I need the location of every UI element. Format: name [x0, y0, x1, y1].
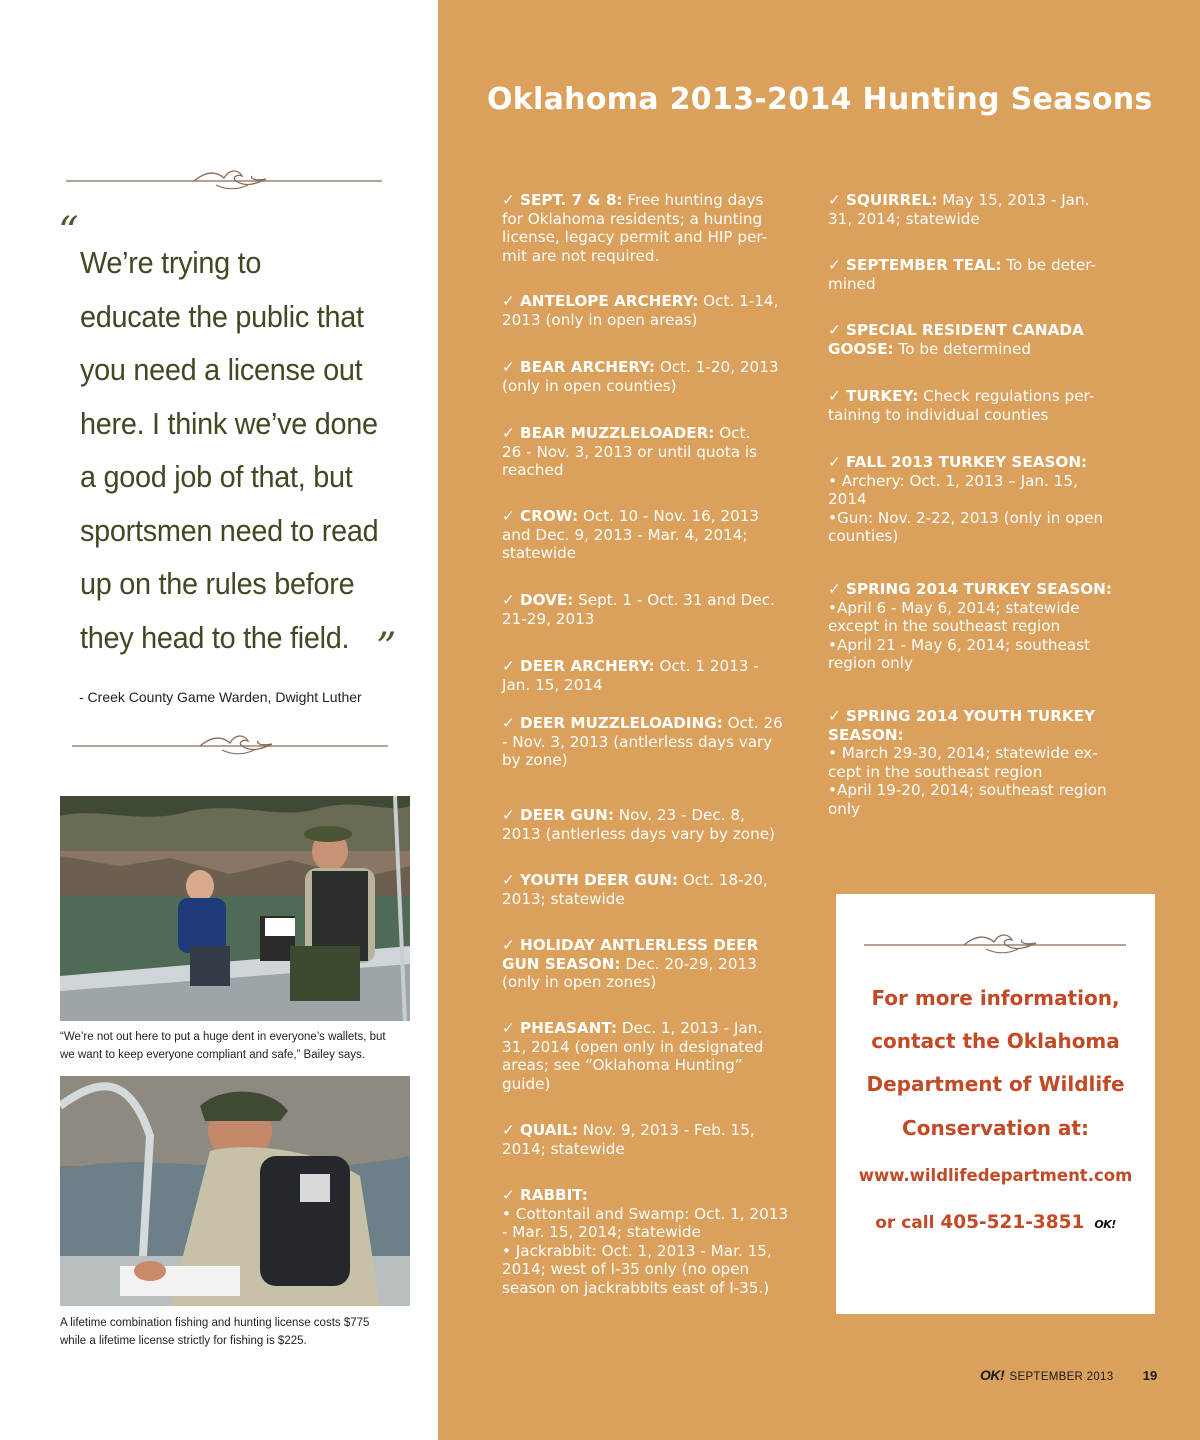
page-footer — [980, 1367, 1157, 1383]
season-name: ✓ RABBIT: — [502, 1186, 588, 1204]
season-name: ✓ BEAR ARCHERY: — [502, 358, 655, 376]
season-line — [502, 1186, 814, 1205]
quote-line: educate the public that — [80, 298, 364, 334]
season-line — [828, 472, 1138, 491]
season-dates: 2014; west of I-35 only (no open — [502, 1260, 750, 1279]
season-dates: Oct. 10 - Nov. 16, 2013 — [578, 507, 760, 525]
quote-attribution: - Creek County Game Warden, Dwight Luther — [79, 689, 362, 705]
season-line — [502, 733, 814, 752]
season-dates: • March 29-30, 2014; statewide ex- — [828, 744, 1098, 763]
quote-line: sportsmen need to read — [80, 512, 379, 548]
season-entry — [828, 387, 1138, 424]
season-dates: - Mar. 15, 2014; statewide — [502, 1223, 701, 1242]
season-entry — [502, 936, 814, 992]
season-line — [502, 507, 814, 526]
season-line — [502, 377, 814, 396]
season-line — [828, 726, 1138, 745]
caption-line: we want to keep everyone compliant and safe,” Bailey says. — [60, 1049, 365, 1061]
season-dates: 2014; statewide — [502, 1139, 625, 1158]
season-dates: mined — [828, 274, 876, 293]
season-entry — [828, 321, 1138, 358]
season-dates: •Gun: Nov. 2-22, 2013 (only in open — [828, 508, 1104, 527]
season-line — [502, 676, 814, 695]
season-line — [828, 654, 1138, 673]
photo-caption-2 — [60, 1314, 420, 1350]
season-name: ✓ SEPT. 7 & 8: — [502, 191, 623, 209]
season-line — [502, 1223, 814, 1242]
ornament-divider-bottom — [72, 731, 388, 761]
season-line — [828, 275, 1138, 294]
ornament-divider-top — [66, 166, 382, 196]
season-dates: counties) — [828, 527, 899, 546]
season-dates: by zone) — [502, 751, 568, 770]
season-line — [828, 340, 1138, 359]
season-line — [502, 825, 814, 844]
season-name: ✓ SPRING 2014 TURKEY SEASON: — [828, 580, 1112, 598]
season-line — [828, 800, 1138, 819]
season-line — [828, 256, 1138, 275]
info-line: contact the Oklahoma — [871, 1029, 1120, 1053]
season-line — [828, 617, 1138, 636]
season-line — [828, 763, 1138, 782]
phone-line — [836, 1212, 1155, 1233]
season-line — [502, 806, 814, 825]
season-dates: statewide — [502, 544, 577, 563]
season-dates: Oct. 1-20, 2013 — [655, 358, 779, 376]
info-line: For more information, — [871, 986, 1120, 1010]
season-name: ✓ DOVE: — [502, 591, 574, 609]
left-column — [0, 0, 438, 1440]
season-line — [502, 461, 814, 480]
season-name: GUN SEASON: — [502, 954, 621, 973]
season-entry — [502, 191, 814, 265]
season-dates: mit are not required. — [502, 246, 660, 265]
season-line — [828, 387, 1138, 406]
season-line — [502, 1038, 814, 1057]
season-dates: region only — [828, 654, 913, 673]
season-dates: reached — [502, 461, 564, 480]
season-name: ✓ DEER MUZZLELOADING: — [502, 714, 723, 732]
season-dates: (only in open zones) — [502, 973, 657, 992]
season-line — [502, 544, 814, 563]
season-dates: 2014 — [828, 490, 867, 509]
call-prefix: or call — [875, 1213, 941, 1233]
season-name: ✓ FALL 2013 TURKEY SEASON: — [828, 453, 1088, 471]
season-dates: areas; see “Oklahoma Hunting” — [502, 1056, 743, 1075]
season-dates: for Oklahoma residents; a hunting — [502, 209, 763, 228]
season-line — [502, 191, 814, 210]
season-line — [828, 580, 1138, 599]
season-line — [828, 210, 1138, 229]
season-name: ✓ YOUTH DEER GUN: — [502, 871, 678, 889]
season-name: ✓ SPRING 2014 YOUTH TURKEY — [828, 707, 1096, 725]
season-dates: • Cottontail and Swamp: Oct. 1, 2013 — [502, 1204, 789, 1223]
season-dates: only — [828, 799, 861, 818]
season-entry — [828, 580, 1138, 673]
quote-line: a good job of that, but — [80, 459, 353, 494]
footer-ok-logo: OK! — [980, 1367, 1005, 1383]
season-name: ✓ DEER GUN: — [502, 806, 614, 824]
season-name: ✓ DEER ARCHERY: — [502, 657, 655, 675]
season-entry — [502, 507, 814, 563]
season-line — [502, 610, 814, 629]
page-title: Oklahoma 2013-2014 Hunting Seasons — [487, 82, 1153, 117]
season-dates: Oct. 1-14, — [698, 292, 779, 310]
season-dates: To be determined — [893, 339, 1032, 358]
season-dates: cept in the southeast region — [828, 762, 1043, 781]
season-line — [502, 526, 814, 545]
season-dates: and Dec. 9, 2013 - Mar. 4, 2014; — [502, 525, 748, 544]
season-entry — [502, 292, 814, 329]
season-name: ✓ SQUIRREL: — [828, 191, 938, 209]
season-line — [502, 1056, 814, 1075]
season-line — [502, 311, 814, 330]
season-entry — [828, 707, 1138, 819]
season-line — [502, 443, 814, 462]
season-line — [828, 599, 1138, 618]
season-name: ✓ QUAIL: — [502, 1121, 578, 1139]
ok-logo: OK! — [1094, 1218, 1116, 1231]
season-line — [828, 321, 1138, 340]
season-dates: 26 - Nov. 3, 2013 or until quota is — [502, 442, 757, 461]
season-dates: Jan. 15, 2014 — [502, 675, 603, 694]
season-line — [502, 228, 814, 247]
photo-game-wardens-boat — [60, 796, 410, 1021]
season-line — [502, 657, 814, 676]
season-dates: 21-29, 2013 — [502, 609, 595, 628]
season-dates: Dec. 1, 2013 - Jan. — [617, 1019, 763, 1037]
season-line — [502, 1242, 814, 1261]
season-dates: Oct. 18-20, — [678, 871, 768, 889]
season-entry — [502, 657, 814, 694]
season-dates: •April 21 - May 6, 2014; southeast — [828, 635, 1091, 654]
season-line — [502, 936, 814, 955]
season-line — [502, 973, 814, 992]
season-dates: •April 6 - May 6, 2014; statewide — [828, 598, 1080, 617]
season-line — [828, 527, 1138, 546]
season-line — [502, 424, 814, 443]
season-entry — [502, 591, 814, 628]
season-dates: Check regulations per- — [918, 387, 1095, 405]
photo-warden-writing — [60, 1076, 410, 1306]
season-line — [828, 509, 1138, 528]
season-dates: Oct. — [714, 424, 751, 442]
season-entry — [828, 191, 1138, 228]
season-dates: 2013 (antlerless days vary by zone) — [502, 824, 775, 843]
info-line: Conservation at: — [902, 1116, 1089, 1140]
season-dates: Oct. 26 — [722, 714, 783, 732]
season-entry — [502, 424, 814, 480]
season-line — [828, 406, 1138, 425]
season-line — [502, 1205, 814, 1224]
season-name: ✓ SEPTEMBER TEAL: — [828, 256, 1002, 274]
season-line — [828, 707, 1138, 726]
season-line — [502, 955, 814, 974]
season-line — [502, 1075, 814, 1094]
season-name: ✓ BEAR MUZZLELOADER: — [502, 424, 715, 442]
season-dates: Free hunting days — [622, 191, 764, 209]
quote-line: up on the rules before — [80, 566, 355, 601]
season-entry — [502, 714, 814, 770]
season-line — [502, 751, 814, 770]
quote-line: you need a license out — [80, 352, 363, 387]
season-line — [502, 358, 814, 377]
season-dates: Nov. 23 - Dec. 8, — [613, 806, 745, 824]
season-line — [828, 191, 1138, 210]
season-line — [502, 871, 814, 890]
season-line — [502, 1260, 814, 1279]
season-line — [502, 210, 814, 229]
season-dates: (only in open counties) — [502, 376, 677, 395]
season-dates: 2013 (only in open areas) — [502, 310, 698, 329]
season-line — [828, 490, 1138, 509]
page-number: 19 — [1142, 1368, 1158, 1383]
season-entry — [502, 1186, 814, 1298]
season-dates: 31, 2014 (open only in designated — [502, 1037, 764, 1056]
season-name: ✓ SPECIAL RESIDENT CANADA — [828, 321, 1084, 339]
season-line — [828, 636, 1138, 655]
season-name: ✓ HOLIDAY ANTLERLESS DEER — [502, 936, 759, 954]
season-dates: • Jackrabbit: Oct. 1, 2013 - Mar. 15, — [502, 1241, 772, 1260]
quote-line: We’re trying to — [80, 245, 262, 280]
season-line — [502, 292, 814, 311]
season-dates: 2013; statewide — [502, 889, 625, 908]
ornament-divider-info — [864, 930, 1126, 960]
website-link[interactable]: www.wildlifedepartment.com — [858, 1166, 1133, 1185]
pull-quote — [80, 236, 430, 664]
season-dates: guide) — [502, 1074, 551, 1093]
season-line — [502, 1121, 814, 1140]
season-line — [828, 781, 1138, 800]
phone-number[interactable]: 405-521-3851 — [940, 1212, 1085, 1233]
caption-line: A lifetime combination fishing and hunting license costs $775 — [60, 1317, 370, 1329]
season-dates: 31, 2014; statewide — [828, 209, 980, 228]
season-dates: Oct. 1 2013 - — [654, 657, 759, 675]
quote-line: they head to the field. — [80, 619, 350, 655]
info-line: Department of Wildlife — [866, 1072, 1125, 1096]
season-entry — [502, 358, 814, 395]
season-dates: To be deter- — [1001, 256, 1096, 274]
season-dates: - Nov. 3, 2013 (antlerless days vary — [502, 732, 773, 751]
season-entry — [502, 806, 814, 843]
season-line — [502, 890, 814, 909]
season-line — [502, 591, 814, 610]
season-dates: May 15, 2013 - Jan. — [937, 191, 1090, 209]
season-name: ✓ PHEASANT: — [502, 1019, 617, 1037]
season-name: SEASON: — [828, 725, 904, 744]
close-quote-mark: ” — [376, 625, 397, 671]
season-dates: Dec. 20-29, 2013 — [620, 954, 757, 973]
caption-line: while a lifetime license strictly for fishing is $225. — [60, 1335, 307, 1347]
season-dates: season on jackrabbits east of I-35.) — [502, 1278, 770, 1297]
season-dates: taining to individual counties — [828, 405, 1049, 424]
season-dates: Nov. 9, 2013 - Feb. 15, — [577, 1121, 755, 1139]
season-dates: •April 19-20, 2014; southeast region — [828, 781, 1107, 800]
season-line — [502, 247, 814, 266]
season-dates: license, legacy permit and HIP per- — [502, 228, 768, 247]
season-name: ✓ ANTELOPE ARCHERY: — [502, 292, 699, 310]
season-line — [502, 1140, 814, 1159]
season-name: ✓ CROW: — [502, 507, 579, 525]
quote-line: here. I think we’ve done — [80, 405, 378, 441]
season-line — [828, 453, 1138, 472]
season-entry — [828, 256, 1138, 293]
season-dates: • Archery: Oct. 1, 2013 – Jan. 15, — [828, 471, 1078, 490]
season-line — [502, 1019, 814, 1038]
season-entry — [502, 871, 814, 908]
season-line — [502, 1279, 814, 1298]
season-name: ✓ TURKEY: — [828, 387, 919, 405]
caption-line: “We’re not out here to put a huge dent in everyone’s wallets, but — [60, 1031, 386, 1043]
season-entry — [828, 453, 1138, 546]
season-name: GOOSE: — [828, 339, 894, 358]
photo-caption-1 — [60, 1028, 420, 1064]
season-dates: except in the southeast region — [828, 617, 1061, 636]
season-line — [502, 714, 814, 733]
open-quote-mark: “ — [58, 209, 79, 255]
issue-date: SEPTEMBER 2013 — [1009, 1371, 1114, 1383]
season-entry — [502, 1121, 814, 1158]
season-entry — [502, 1019, 814, 1093]
season-dates: Sept. 1 - Oct. 31 and Dec. — [573, 591, 775, 609]
season-line — [828, 744, 1138, 763]
more-info-box — [836, 894, 1155, 1314]
